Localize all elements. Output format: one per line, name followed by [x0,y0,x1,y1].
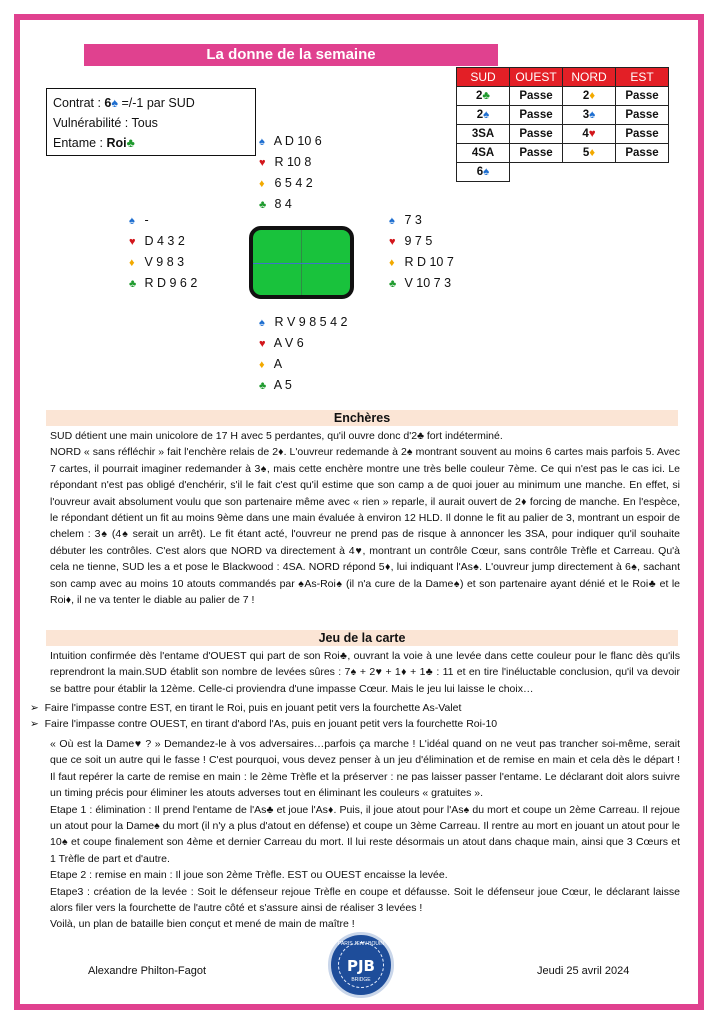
north-diamonds [259,173,322,194]
bid-cell [457,87,510,106]
south-hearts [259,333,347,354]
etape-1: Etape 1 : élimination : Il prend l'entame de l'As♣ et joue l'As♦. Puis, il joue atout pour l'As♠ du mort et coupe un 2ème Carreau. Il rejoue un atout pour la Dame♠ du mort (il n'y a plus d'atout en défense) et coupe un 3ème Carreau. Il rentre au mort en jouant un atout pour le 10♠ et coupe finalement son 4ème et dernier Carreau du mort. Il lui reste désormais un atout dans chaque main, ainsi que 3 Cœurs et 1 Trèfle de part et d'autre. [50,803,680,865]
bid-cell: Passe [510,87,563,106]
bidding-row [457,87,669,106]
west-clubs [129,273,197,294]
east-clubs [389,273,454,294]
heart-icon: ♥ [389,236,396,248]
table-divider-horizontal [253,263,350,264]
cards: D 4 3 2 [144,234,185,248]
south-diamonds [259,354,347,375]
cards: R D 9 6 2 [144,276,198,290]
lead-card: Roi [106,136,127,150]
cards: R D 10 7 [404,255,454,269]
etape-2: Etape 2 : remise en main : Il joue son 2ème Trèfle. EST ou OUEST encaisse la levée. [50,869,448,882]
cards: 9 7 5 [404,234,433,248]
lead-label: Entame : [53,136,107,150]
bullet-item [30,716,497,732]
logo-sub-text: BRIDGE [351,977,371,983]
contract-label: Contrat : [53,96,105,110]
cards: V 9 8 3 [144,255,185,269]
club-icon: ♣ [389,278,397,290]
jeu-body [50,736,680,933]
cards: V 10 7 3 [404,276,452,290]
bid-value: 4 [582,128,589,140]
header-est: EST [616,68,669,87]
spade-icon: ♠ [259,136,265,148]
cards: A [273,357,283,371]
logo-rim-text: PARIS JEAN BOUIN [337,941,385,947]
arrow-bullet-icon: ➢ [30,718,45,730]
diamond-icon: ♦ [589,147,596,159]
club-icon: ♣ [259,199,267,211]
west-spades [129,210,197,231]
jeu-paragraph: Intuition confirmée dès l'entame d'OUEST qui part de son Roi♣, ouvrant la voie à une levée dans cette couleur pour le flanc dès qu'ils reprendront la main.SUD établit son nombre de levées sûres : 7♠ + 2♥ + 1♦ + 1♣ : 11 et en tire l'inéluctable conclusion, qu'il va devoir se battre pour établir la 12ème. Celle-ci proviendra d'une impasse Cœur. Mais le jeu lui laisse le choix… [50,650,680,695]
cards: A V 6 [273,336,304,350]
cards: R 10 8 [274,155,312,169]
bullet-item [30,700,461,716]
cards: - [144,213,149,227]
diamond-icon: ♦ [259,359,265,371]
card-table [249,226,354,299]
bidding-row [457,125,669,144]
spade-icon: ♠ [589,109,596,121]
west-diamonds [129,252,197,273]
bid-value: 3 [582,109,590,121]
encheres-paragraph: SUD détient une main unicolore de 17 H avec 5 perdantes, qu'il ouvre donc d'2♣ fort indéterminé. [50,430,503,442]
diamond-icon: ♦ [589,90,596,102]
bid-value: 5 [582,147,590,159]
bid-cell: 3SA [457,125,510,144]
hand-north [259,131,322,215]
spade-icon: ♠ [259,317,265,329]
east-spades [389,210,454,231]
bullet-text: Faire l'impasse contre OUEST, en tirant d'abord l'As, puis en jouant petit vers la fourchette Roi-10 [44,718,498,730]
cards: 7 3 [404,213,422,227]
hand-east [389,210,454,294]
bid-cell-empty [563,163,616,182]
bidding-row [457,163,669,182]
footer-date: Jeudi 25 avril 2024 [537,965,630,977]
club-icon: ♣ [482,90,490,102]
hand-west [129,210,197,294]
diamond-icon: ♦ [129,257,135,269]
contract-line [53,93,249,113]
heart-icon: ♥ [259,338,266,350]
encheres-paragraph: NORD « sans réfléchir » fait l'enchère relais de 2♦. L'ouvreur redemande à 2♠ montrant souvent au moins 6 cartes mais parfois 5. Avec 7 cartes, il pourrait imaginer redemander à 3♠, mais cette enchère montre une très belle couleur 7ème. Ce qui n'est pas le cas ici. Le répondant n'est pas obligé d'enchérir, s'il le fait c'est qu'il estime que son camp a de quoi jouer au minimum une manche. En effet, si l'ouvreur avait absolument voulu que son partenaire même avec « rien » reparle, il aurait ouvert de 2♦ forcing de manche. En l'espèce, le répondant détient un fit au moins 9ème dans une main évaluée à environ 12 HLD. Il donne le fit au palier de 3, montrant un espoir de chelem : 3♠ (4♠ serait un arrêt). Le fit étant acté, l'ouvreur ne prend pas de risque à annoncer les 3SA, pour indiquer qu'il souhaite débuter les contrôles. C'est alors que NORD va directement à 4♥, montrant un contrôle Cœur, sans contrôle Trèfle et Carreau. Qu'à cela ne tienne, SUD les a et pose le Blackwood : 4SA. NORD répond 5♦, lui indiquant l'As♠. L'ouvreur jump directement à 6♠, sachant son camp avec au moins 10 atouts commandés par ♠As-Roi♠ (il n'a cure de la Dame♠) et son partenaire ayant dénié et le Roi♣ et le Roi♦, il ne va tenter le diable au palier de 7 ! [50,446,680,607]
north-clubs [259,194,322,215]
bid-cell-empty [616,163,669,182]
bid-cell [563,106,616,125]
jeu-paragraph: « Où est la Dame♥ ? » Demandez-le à vos adversaires…parfois ça marche ! L'idéal quand on ne veut pas trancher soi-même, serait que ce soit un autre qui le fasse ! C'est pourquoi, vous devez penser à un jeu d'élimination et de remise en main et cela dès le départ ! Il faut repérer la carte de remise en main : le 2ème Trèfle et la préserver : ne pas laisser passer l'entame. Le déclarant doit alors suivre un timing précis pour éliminer les atouts adverses tout en éliminant les couleurs « gratuites ». [50,738,680,800]
south-clubs [259,375,347,396]
bid-cell [563,144,616,163]
header-sud: SUD [457,68,510,87]
bid-cell: 4SA [457,144,510,163]
spade-icon: ♠ [483,109,490,121]
club-icon: ♣ [259,380,267,392]
bidding-header-row [457,68,669,87]
bid-cell-empty [510,163,563,182]
bid-cell: Passe [510,144,563,163]
bid-cell: Passe [616,125,669,144]
spade-icon: ♠ [129,215,135,227]
section-heading-jeu: Jeu de la carte [46,630,678,646]
section-heading-encheres: Enchères [46,410,678,426]
north-hearts [259,152,322,173]
south-spades [259,312,347,333]
bid-cell [563,125,616,144]
bid-value: 2 [582,90,590,102]
club-icon: ♣ [129,278,137,290]
header-ouest: OUEST [510,68,563,87]
bid-value: 6 [476,166,484,178]
bid-value: 2 [476,109,484,121]
club-logo [328,932,394,998]
heart-icon: ♥ [588,128,596,140]
bullet-text: Faire l'impasse contre EST, en tirant le Roi, puis en jouant petit vers la fourchette As-Valet [44,702,462,714]
contract-box [46,88,256,156]
hand-south [259,312,347,396]
closing-line: Voilà, un plan de bataille bien conçut et mené de main de maître ! [50,918,355,931]
jeu-intro [50,648,680,697]
bidding-row [457,144,669,163]
cards: R V 9 8 5 4 2 [274,315,348,329]
page-title: La donne de la semaine [84,44,498,66]
bidding-row [457,106,669,125]
contract-rest: =/-1 par SUD [118,96,195,110]
bid-value: 2 [476,90,483,102]
bid-cell: Passe [510,106,563,125]
west-hearts [129,231,197,252]
bid-cell [457,163,510,182]
etape-3: Etape3 : création de la levée : Soit le défenseur rejoue Trèfle en coupe et défausse. Soit le défenseur joue Cœur, le déclarant laisse alors filer vers la fourchette de l'autre côté et s'assure ainsi de réaliser 3 levées ! [50,885,680,915]
footer-author: Alexandre Philton-Fagot [88,965,207,977]
diamond-icon: ♦ [389,257,395,269]
bid-cell: Passe [616,87,669,106]
heart-icon: ♥ [259,157,266,169]
header-nord: NORD [563,68,616,87]
cards: A 5 [273,378,292,392]
club-icon: ♣ [126,136,135,150]
bid-cell: Passe [510,125,563,144]
cards: 6 5 4 2 [274,176,313,190]
spade-icon: ♠ [389,215,395,227]
bidding-table [456,67,669,182]
north-spades [259,131,322,152]
heart-icon: ♥ [129,236,136,248]
arrow-bullet-icon: ➢ [30,702,45,714]
bid-cell [457,106,510,125]
bid-cell: Passe [616,106,669,125]
logo-letters: PJB [346,957,375,975]
bid-cell: Passe [616,144,669,163]
vulnerability-line: Vulnérabilité : Tous [53,116,158,130]
east-hearts [389,231,454,252]
lead-line [53,133,249,153]
spade-icon: ♠ [483,166,490,178]
east-diamonds [389,252,454,273]
diamond-icon: ♦ [259,178,265,190]
cards: A D 10 6 [273,134,322,148]
spade-icon: ♠ [111,96,119,110]
contract-level: 6 [104,96,112,110]
encheres-text [50,428,680,608]
cards: 8 4 [274,197,292,211]
bid-cell [563,87,616,106]
